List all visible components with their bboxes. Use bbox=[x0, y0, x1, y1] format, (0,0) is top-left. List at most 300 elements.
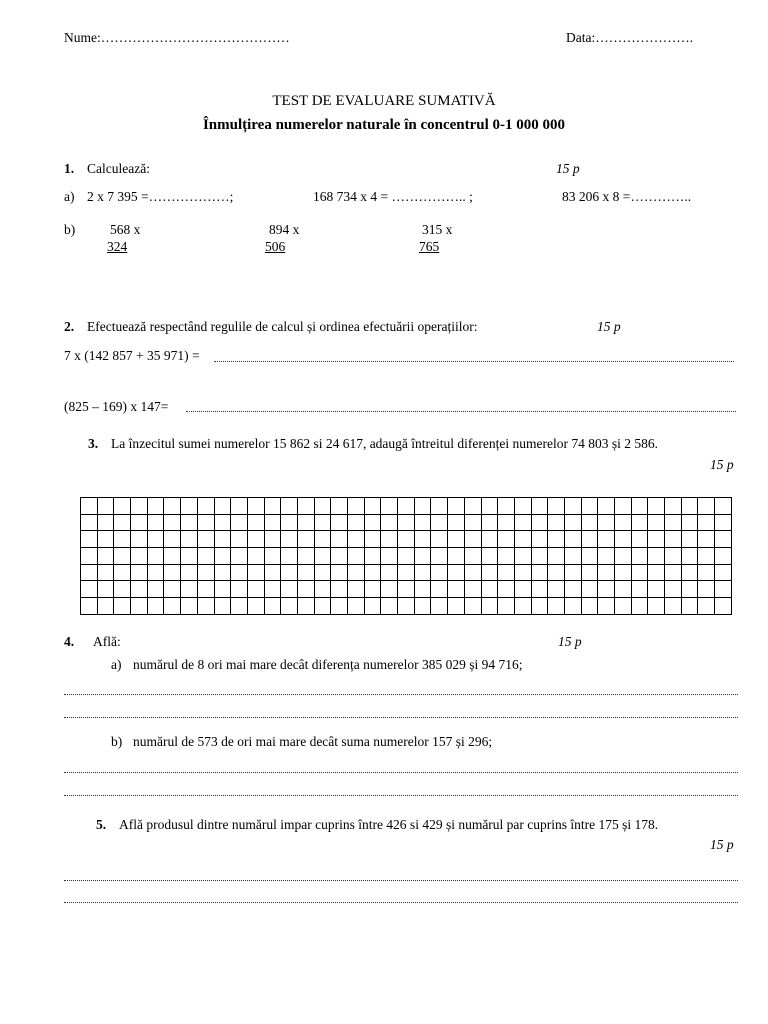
grid-cell[interactable] bbox=[398, 498, 415, 515]
grid-cell[interactable] bbox=[214, 531, 231, 548]
grid-cell[interactable] bbox=[715, 564, 732, 581]
grid-cell[interactable] bbox=[164, 548, 181, 565]
grid-cell[interactable] bbox=[564, 564, 581, 581]
grid-cell[interactable] bbox=[264, 564, 281, 581]
grid-cell[interactable] bbox=[364, 598, 381, 615]
grid-cell[interactable] bbox=[648, 581, 665, 598]
grid-cell[interactable] bbox=[681, 514, 698, 531]
grid-cell[interactable] bbox=[698, 548, 715, 565]
grid-cell[interactable] bbox=[615, 598, 632, 615]
grid-cell[interactable] bbox=[131, 564, 148, 581]
grid-cell[interactable] bbox=[381, 514, 398, 531]
grid-cell[interactable] bbox=[297, 548, 314, 565]
grid-cell[interactable] bbox=[464, 498, 481, 515]
q1-b3-top: 315 x bbox=[422, 222, 453, 237]
grid-cell[interactable] bbox=[698, 514, 715, 531]
grid-cell[interactable] bbox=[448, 498, 465, 515]
grid-cell[interactable] bbox=[147, 564, 164, 581]
grid-cell[interactable] bbox=[531, 531, 548, 548]
grid-cell[interactable] bbox=[564, 598, 581, 615]
q1-b1-bottom: 324 bbox=[107, 239, 128, 254]
grid-cell[interactable] bbox=[581, 498, 598, 515]
grid-cell[interactable] bbox=[297, 598, 314, 615]
grid-cell[interactable] bbox=[548, 498, 565, 515]
grid-cell[interactable] bbox=[631, 498, 648, 515]
grid-cell[interactable] bbox=[414, 514, 431, 531]
grid-cell[interactable] bbox=[514, 531, 531, 548]
grid-cell[interactable] bbox=[197, 548, 214, 565]
grid-cell[interactable] bbox=[348, 498, 365, 515]
grid-cell[interactable] bbox=[97, 498, 114, 515]
grid-cell[interactable] bbox=[97, 564, 114, 581]
grid-cell[interactable] bbox=[631, 581, 648, 598]
q4-b-answer-line-2[interactable] bbox=[64, 795, 738, 796]
grid-cell[interactable] bbox=[264, 581, 281, 598]
grid-cell[interactable] bbox=[481, 564, 498, 581]
grid-cell[interactable] bbox=[247, 598, 264, 615]
name-field-label: Nume:…………………………………… bbox=[64, 30, 290, 45]
grid-cell[interactable] bbox=[81, 564, 98, 581]
grid-cell[interactable] bbox=[264, 498, 281, 515]
grid-cell[interactable] bbox=[398, 564, 415, 581]
grid-cell[interactable] bbox=[514, 564, 531, 581]
grid-cell[interactable] bbox=[431, 531, 448, 548]
q2-points: 15 p bbox=[597, 319, 621, 334]
grid-cell[interactable] bbox=[414, 498, 431, 515]
grid-cell[interactable] bbox=[431, 514, 448, 531]
grid-cell[interactable] bbox=[648, 498, 665, 515]
grid-cell[interactable] bbox=[181, 514, 198, 531]
grid-cell[interactable] bbox=[231, 531, 248, 548]
grid-cell[interactable] bbox=[331, 581, 348, 598]
grid-cell[interactable] bbox=[715, 498, 732, 515]
grid-cell[interactable] bbox=[715, 514, 732, 531]
grid-cell[interactable] bbox=[314, 548, 331, 565]
grid-cell[interactable] bbox=[348, 598, 365, 615]
grid-cell[interactable] bbox=[514, 498, 531, 515]
grid-cell[interactable] bbox=[181, 548, 198, 565]
grid-cell[interactable] bbox=[381, 548, 398, 565]
grid-cell[interactable] bbox=[665, 598, 682, 615]
grid-cell[interactable] bbox=[481, 598, 498, 615]
grid-cell[interactable] bbox=[548, 531, 565, 548]
grid-cell[interactable] bbox=[481, 498, 498, 515]
grid-cell[interactable] bbox=[247, 498, 264, 515]
grid-cell[interactable] bbox=[414, 598, 431, 615]
grid-cell[interactable] bbox=[615, 564, 632, 581]
grid-cell[interactable] bbox=[247, 548, 264, 565]
q4-text: Află: bbox=[93, 634, 121, 649]
grid-cell[interactable] bbox=[631, 598, 648, 615]
grid-cell[interactable] bbox=[231, 581, 248, 598]
grid-cell[interactable] bbox=[548, 548, 565, 565]
grid-cell[interactable] bbox=[665, 564, 682, 581]
q4-b-answer-line-1[interactable] bbox=[64, 772, 738, 773]
squared-work-grid[interactable] bbox=[80, 497, 732, 615]
grid-cell[interactable] bbox=[398, 598, 415, 615]
grid-cell[interactable] bbox=[414, 548, 431, 565]
grid-cell[interactable] bbox=[514, 581, 531, 598]
grid-cell[interactable] bbox=[481, 514, 498, 531]
grid-cell[interactable] bbox=[231, 598, 248, 615]
grid-cell[interactable] bbox=[181, 564, 198, 581]
q1-b-label: b) bbox=[64, 222, 76, 237]
grid-cell[interactable] bbox=[281, 581, 298, 598]
grid-cell[interactable] bbox=[264, 548, 281, 565]
grid-cell[interactable] bbox=[147, 531, 164, 548]
grid-cell[interactable] bbox=[281, 564, 298, 581]
grid-cell[interactable] bbox=[247, 514, 264, 531]
grid-cell[interactable] bbox=[181, 581, 198, 598]
grid-cell[interactable] bbox=[531, 598, 548, 615]
grid-cell[interactable] bbox=[448, 581, 465, 598]
test-title: TEST DE EVALUARE SUMATIVĂ bbox=[272, 93, 496, 109]
q5-answer-line-1[interactable] bbox=[64, 880, 738, 881]
grid-cell[interactable] bbox=[665, 548, 682, 565]
grid-cell[interactable] bbox=[715, 581, 732, 598]
grid-cell[interactable] bbox=[231, 514, 248, 531]
grid-cell[interactable] bbox=[331, 598, 348, 615]
q2-answer-line-1[interactable] bbox=[214, 361, 734, 362]
grid-cell[interactable] bbox=[698, 598, 715, 615]
grid-cell[interactable] bbox=[297, 514, 314, 531]
grid-cell[interactable] bbox=[414, 581, 431, 598]
grid-cell[interactable] bbox=[498, 564, 515, 581]
grid-cell[interactable] bbox=[615, 498, 632, 515]
grid-cell[interactable] bbox=[131, 514, 148, 531]
grid-cell[interactable] bbox=[297, 531, 314, 548]
grid-cell[interactable] bbox=[498, 548, 515, 565]
grid-cell[interactable] bbox=[81, 598, 98, 615]
grid-cell[interactable] bbox=[114, 498, 131, 515]
grid-cell[interactable] bbox=[498, 514, 515, 531]
q4-a-answer-line-1[interactable] bbox=[64, 694, 738, 695]
grid-cell[interactable] bbox=[648, 514, 665, 531]
grid-cell[interactable] bbox=[715, 548, 732, 565]
grid-cell[interactable] bbox=[297, 564, 314, 581]
grid-cell[interactable] bbox=[598, 581, 615, 598]
grid-cell[interactable] bbox=[398, 548, 415, 565]
grid-cell[interactable] bbox=[514, 514, 531, 531]
q1-text: Calculează: bbox=[87, 161, 150, 176]
grid-cell[interactable] bbox=[381, 498, 398, 515]
grid-cell[interactable] bbox=[464, 514, 481, 531]
grid-cell[interactable] bbox=[398, 531, 415, 548]
grid-cell[interactable] bbox=[564, 531, 581, 548]
q1-b1-top: 568 x bbox=[110, 222, 141, 237]
grid-cell[interactable] bbox=[698, 581, 715, 598]
grid-cell[interactable] bbox=[631, 548, 648, 565]
grid-cell[interactable] bbox=[548, 514, 565, 531]
grid-cell[interactable] bbox=[81, 514, 98, 531]
q4-b-label: b) bbox=[111, 734, 123, 749]
grid-cell[interactable] bbox=[97, 581, 114, 598]
grid-cell[interactable] bbox=[147, 598, 164, 615]
grid-cell[interactable] bbox=[698, 498, 715, 515]
q1-a-expr3: 83 206 x 8 =………….. bbox=[562, 189, 692, 204]
grid-cell[interactable] bbox=[314, 598, 331, 615]
q5-answer-line-2[interactable] bbox=[64, 902, 738, 903]
grid-cell[interactable] bbox=[364, 548, 381, 565]
grid-cell[interactable] bbox=[314, 581, 331, 598]
grid-cell[interactable] bbox=[314, 514, 331, 531]
grid-cell[interactable] bbox=[448, 514, 465, 531]
grid-cell[interactable] bbox=[131, 548, 148, 565]
grid-cell[interactable] bbox=[498, 581, 515, 598]
grid-cell[interactable] bbox=[481, 548, 498, 565]
grid-cell[interactable] bbox=[364, 531, 381, 548]
grid-cell[interactable] bbox=[414, 564, 431, 581]
grid-cell[interactable] bbox=[131, 598, 148, 615]
grid-cell[interactable] bbox=[197, 581, 214, 598]
grid-cell[interactable] bbox=[164, 531, 181, 548]
grid-cell[interactable] bbox=[281, 531, 298, 548]
grid-cell[interactable] bbox=[698, 564, 715, 581]
grid-cell[interactable] bbox=[147, 498, 164, 515]
grid-cell[interactable] bbox=[431, 498, 448, 515]
grid-cell[interactable] bbox=[364, 581, 381, 598]
grid-cell[interactable] bbox=[715, 598, 732, 615]
grid-cell[interactable] bbox=[631, 514, 648, 531]
grid-cell[interactable] bbox=[498, 498, 515, 515]
grid-cell[interactable] bbox=[197, 531, 214, 548]
grid-cell[interactable] bbox=[615, 531, 632, 548]
grid-cell[interactable] bbox=[564, 498, 581, 515]
grid-cell[interactable] bbox=[264, 531, 281, 548]
grid-cell[interactable] bbox=[164, 514, 181, 531]
grid-cell[interactable] bbox=[114, 514, 131, 531]
grid-cell[interactable] bbox=[114, 548, 131, 565]
grid-cell[interactable] bbox=[665, 581, 682, 598]
grid-cell[interactable] bbox=[97, 598, 114, 615]
grid-cell[interactable] bbox=[114, 581, 131, 598]
grid-cell[interactable] bbox=[364, 498, 381, 515]
grid-cell[interactable] bbox=[181, 531, 198, 548]
grid-cell[interactable] bbox=[398, 581, 415, 598]
grid-cell[interactable] bbox=[348, 531, 365, 548]
q5-text: Află produsul dintre numărul impar cuprins între 426 si 429 și numărul par cuprins între 175 și 178. bbox=[119, 817, 659, 832]
grid-cell[interactable] bbox=[531, 548, 548, 565]
grid-cell[interactable] bbox=[297, 498, 314, 515]
grid-cell[interactable] bbox=[364, 564, 381, 581]
grid-cell[interactable] bbox=[164, 498, 181, 515]
grid-cell[interactable] bbox=[581, 531, 598, 548]
grid-cell[interactable] bbox=[681, 564, 698, 581]
grid-cell[interactable] bbox=[97, 548, 114, 565]
grid-cell[interactable] bbox=[81, 548, 98, 565]
grid-cell[interactable] bbox=[464, 548, 481, 565]
grid-cell[interactable] bbox=[598, 531, 615, 548]
grid-cell[interactable] bbox=[681, 598, 698, 615]
grid-cell[interactable] bbox=[114, 598, 131, 615]
grid-cell[interactable] bbox=[197, 498, 214, 515]
grid-cell[interactable] bbox=[631, 564, 648, 581]
grid-cell[interactable] bbox=[431, 581, 448, 598]
grid-cell[interactable] bbox=[331, 498, 348, 515]
grid-cell[interactable] bbox=[514, 598, 531, 615]
grid-cell[interactable] bbox=[281, 498, 298, 515]
grid-cell[interactable] bbox=[598, 564, 615, 581]
grid-cell[interactable] bbox=[665, 514, 682, 531]
grid-cell[interactable] bbox=[364, 514, 381, 531]
grid-cell[interactable] bbox=[448, 548, 465, 565]
grid-cell[interactable] bbox=[531, 581, 548, 598]
grid-cell[interactable] bbox=[581, 564, 598, 581]
grid-cell[interactable] bbox=[214, 548, 231, 565]
grid-cell[interactable] bbox=[531, 498, 548, 515]
grid-cell[interactable] bbox=[464, 564, 481, 581]
q5-number: 5. bbox=[96, 817, 107, 832]
grid-cell[interactable] bbox=[147, 514, 164, 531]
grid-cell[interactable] bbox=[548, 564, 565, 581]
grid-cell[interactable] bbox=[81, 498, 98, 515]
grid-cell[interactable] bbox=[164, 598, 181, 615]
grid-cell[interactable] bbox=[431, 564, 448, 581]
grid-cell[interactable] bbox=[197, 564, 214, 581]
q1-points: 15 p bbox=[556, 161, 580, 176]
grid-cell[interactable] bbox=[264, 598, 281, 615]
grid-cell[interactable] bbox=[214, 581, 231, 598]
grid-cell[interactable] bbox=[264, 514, 281, 531]
grid-cell[interactable] bbox=[281, 514, 298, 531]
grid-cell[interactable] bbox=[665, 498, 682, 515]
grid-cell[interactable] bbox=[464, 581, 481, 598]
grid-cell[interactable] bbox=[381, 581, 398, 598]
grid-cell[interactable] bbox=[348, 564, 365, 581]
grid-cell[interactable] bbox=[431, 598, 448, 615]
q1-a-expr1: 2 x 7 395 =………………; bbox=[87, 189, 234, 204]
grid-cell[interactable] bbox=[231, 564, 248, 581]
grid-cell[interactable] bbox=[531, 514, 548, 531]
grid-cell[interactable] bbox=[247, 581, 264, 598]
q2-number: 2. bbox=[64, 319, 75, 334]
grid-cell[interactable] bbox=[131, 581, 148, 598]
grid-cell[interactable] bbox=[197, 598, 214, 615]
grid-cell[interactable] bbox=[331, 564, 348, 581]
grid-cell[interactable] bbox=[681, 531, 698, 548]
grid-cell[interactable] bbox=[131, 498, 148, 515]
grid-cell[interactable] bbox=[97, 531, 114, 548]
grid-cell[interactable] bbox=[97, 514, 114, 531]
grid-cell[interactable] bbox=[448, 531, 465, 548]
grid-cell[interactable] bbox=[531, 564, 548, 581]
grid-cell[interactable] bbox=[147, 581, 164, 598]
grid-cell[interactable] bbox=[481, 531, 498, 548]
grid-cell[interactable] bbox=[181, 598, 198, 615]
grid-cell[interactable] bbox=[214, 564, 231, 581]
grid-cell[interactable] bbox=[247, 531, 264, 548]
grid-cell[interactable] bbox=[564, 581, 581, 598]
grid-cell[interactable] bbox=[331, 531, 348, 548]
grid-cell[interactable] bbox=[581, 598, 598, 615]
grid-cell[interactable] bbox=[615, 548, 632, 565]
grid-cell[interactable] bbox=[648, 564, 665, 581]
grid-cell[interactable] bbox=[564, 514, 581, 531]
grid-cell[interactable] bbox=[114, 564, 131, 581]
grid-cell[interactable] bbox=[348, 581, 365, 598]
q1-b2-bottom: 506 bbox=[265, 239, 286, 254]
grid-cell[interactable] bbox=[464, 598, 481, 615]
grid-cell[interactable] bbox=[631, 531, 648, 548]
grid-cell[interactable] bbox=[715, 531, 732, 548]
grid-cell[interactable] bbox=[598, 548, 615, 565]
q4-a-answer-line-2[interactable] bbox=[64, 717, 738, 718]
q2-answer-line-2[interactable] bbox=[186, 411, 736, 412]
grid-cell[interactable] bbox=[698, 531, 715, 548]
grid-cell[interactable] bbox=[331, 514, 348, 531]
grid-cell[interactable] bbox=[314, 564, 331, 581]
grid-cell[interactable] bbox=[548, 581, 565, 598]
grid-cell[interactable] bbox=[381, 598, 398, 615]
grid-cell[interactable] bbox=[615, 581, 632, 598]
grid-cell[interactable] bbox=[598, 598, 615, 615]
grid-cell[interactable] bbox=[498, 531, 515, 548]
grid-cell[interactable] bbox=[598, 498, 615, 515]
grid-cell[interactable] bbox=[247, 564, 264, 581]
grid-cell[interactable] bbox=[564, 548, 581, 565]
grid-cell[interactable] bbox=[598, 514, 615, 531]
grid-cell[interactable] bbox=[381, 564, 398, 581]
grid-cell[interactable] bbox=[348, 514, 365, 531]
grid-cell[interactable] bbox=[381, 531, 398, 548]
grid-cell[interactable] bbox=[398, 514, 415, 531]
grid-cell[interactable] bbox=[314, 531, 331, 548]
grid-cell[interactable] bbox=[214, 514, 231, 531]
q4-number: 4. bbox=[64, 634, 75, 649]
grid-cell[interactable] bbox=[414, 531, 431, 548]
grid-cell[interactable] bbox=[581, 514, 598, 531]
grid-cell[interactable] bbox=[581, 548, 598, 565]
grid-cell[interactable] bbox=[81, 581, 98, 598]
grid-cell[interactable] bbox=[464, 531, 481, 548]
grid-cell[interactable] bbox=[548, 598, 565, 615]
grid-cell[interactable] bbox=[297, 581, 314, 598]
grid-cell[interactable] bbox=[114, 531, 131, 548]
grid-cell[interactable] bbox=[281, 598, 298, 615]
grid-cell[interactable] bbox=[314, 498, 331, 515]
grid-cell[interactable] bbox=[648, 548, 665, 565]
grid-cell[interactable] bbox=[681, 548, 698, 565]
grid-cell[interactable] bbox=[431, 548, 448, 565]
grid-cell[interactable] bbox=[147, 548, 164, 565]
grid-cell[interactable] bbox=[214, 498, 231, 515]
grid-cell[interactable] bbox=[164, 581, 181, 598]
grid-cell[interactable] bbox=[681, 498, 698, 515]
grid-cell[interactable] bbox=[648, 531, 665, 548]
grid-cell[interactable] bbox=[581, 581, 598, 598]
grid-cell[interactable] bbox=[514, 548, 531, 565]
grid-cell[interactable] bbox=[498, 598, 515, 615]
grid-cell[interactable] bbox=[448, 598, 465, 615]
grid-cell[interactable] bbox=[348, 548, 365, 565]
grid-cell[interactable] bbox=[681, 581, 698, 598]
grid-cell[interactable] bbox=[81, 531, 98, 548]
grid-cell[interactable] bbox=[331, 548, 348, 565]
grid-cell[interactable] bbox=[197, 514, 214, 531]
grid-cell[interactable] bbox=[665, 531, 682, 548]
grid-cell[interactable] bbox=[648, 598, 665, 615]
grid-cell[interactable] bbox=[231, 498, 248, 515]
grid-cell[interactable] bbox=[214, 598, 231, 615]
grid-cell[interactable] bbox=[615, 514, 632, 531]
grid-cell[interactable] bbox=[448, 564, 465, 581]
grid-cell[interactable] bbox=[231, 548, 248, 565]
grid-cell[interactable] bbox=[281, 548, 298, 565]
grid-cell[interactable] bbox=[164, 564, 181, 581]
grid-cell[interactable] bbox=[131, 531, 148, 548]
grid-cell[interactable] bbox=[481, 581, 498, 598]
grid-cell[interactable] bbox=[181, 498, 198, 515]
